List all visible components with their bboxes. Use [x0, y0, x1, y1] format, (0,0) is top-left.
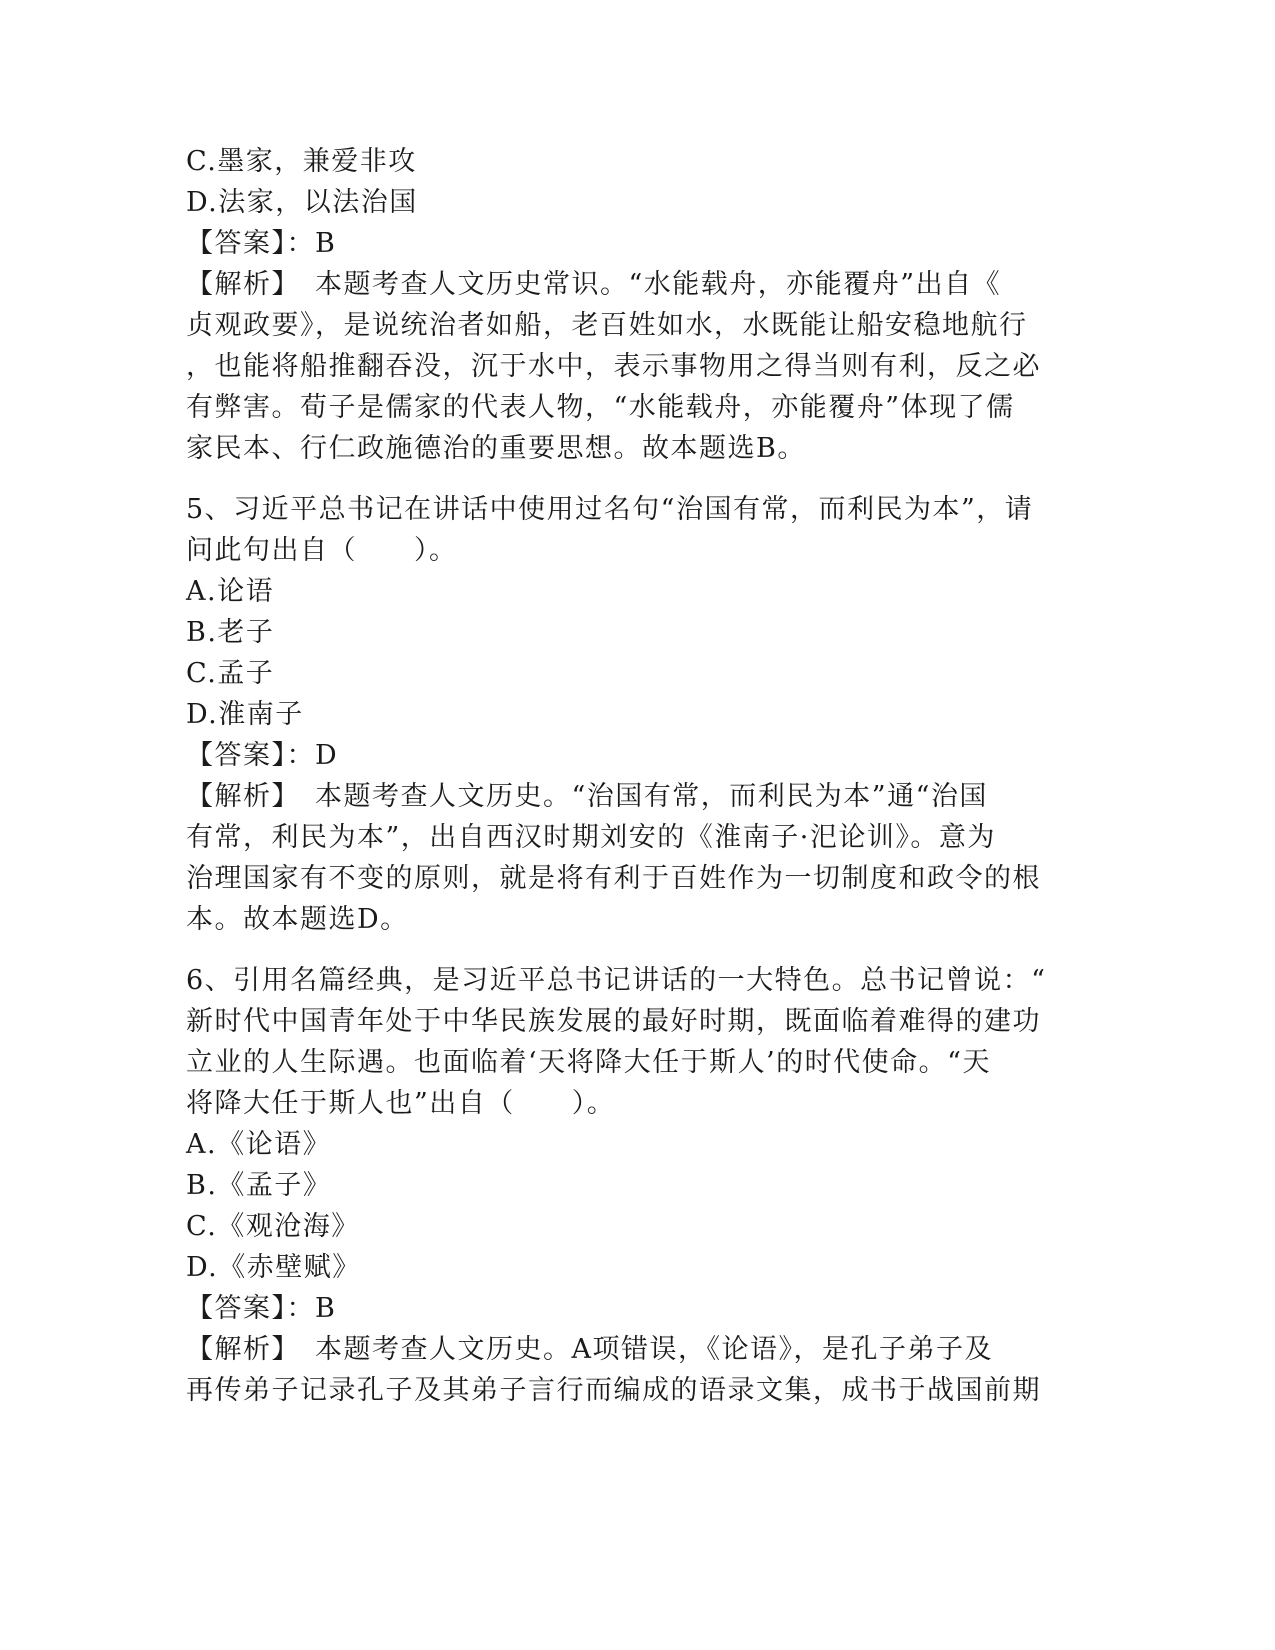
q5-question-line: 5、习近平总书记在讲话中使用过名句“治国有常，而利民为本”，请 — [186, 494, 1034, 525]
q6-option-a: A.《论语》 — [186, 1129, 332, 1160]
q6-analysis-line: 再传弟子记录孔子及其弟子言行而编成的语录文集，成书于战国前期 — [186, 1375, 1041, 1406]
q5-analysis-line: 【解析】 本题考查人文历史。“治国有常，而利民为本”通“治国 — [186, 781, 988, 812]
q5-analysis-line: 本。故本题选D。 — [186, 904, 409, 935]
q6-question-line: 新时代中国青年处于中华民族发展的最好时期，既面临着难得的建功 — [186, 1006, 1041, 1037]
q5-analysis-line: 有常，利民为本”，出自西汉时期刘安的《淮南子·汜论训》。意为 — [186, 822, 996, 853]
q4-option-d: D.法家，以法治国 — [186, 187, 418, 218]
q5-answer: 【答案】：D — [186, 740, 339, 771]
q4-analysis-line: 【解析】 本题考查人文历史常识。“水能载舟，亦能覆舟”出自《 — [186, 269, 1002, 300]
q5-option-d: D.淮南子 — [186, 699, 304, 730]
q5-analysis-line: 治理国家有不变的原则，就是将有利于百姓作为一切制度和政令的根 — [186, 863, 1041, 894]
q6-answer: 【答案】：B — [186, 1293, 337, 1324]
q4-analysis-line: 家民本、行仁政施德治的重要思想。故本题选B。 — [186, 433, 806, 464]
q6-question-line: 将降大任于斯人也”出自（ ）。 — [186, 1088, 616, 1119]
q4-analysis-line: 有弊害。荀子是儒家的代表人物，“水能载舟，亦能覆舟”体现了儒 — [186, 392, 1015, 423]
q6-question-line: 6、引用名篇经典，是习近平总书记讲话的一大特色。总书记曾说：“ — [186, 965, 1047, 996]
q5-option-b: B.老子 — [186, 617, 275, 648]
q6-option-c: C.《观沧海》 — [186, 1211, 360, 1242]
q4-answer: 【答案】：B — [186, 228, 337, 259]
q6-question-line: 立业的人生际遇。也面临着‘天将降大任于斯人’的时代使命。“天 — [186, 1047, 991, 1078]
q6-option-b: B.《孟子》 — [186, 1170, 332, 1201]
q4-analysis-line: ，也能将船推翻吞没，沉于水中，表示事物用之得当则有利，反之必 — [186, 351, 1041, 382]
q5-question-line: 问此句出自（ ）。 — [186, 535, 458, 566]
q6-option-d: D.《赤壁赋》 — [186, 1252, 361, 1283]
q6-analysis-line: 【解析】 本题考查人文历史。A项错误，《论语》，是孔子弟子及 — [186, 1334, 993, 1365]
q5-option-a: A.论语 — [186, 576, 275, 607]
q4-option-c: C.墨家，兼爱非攻 — [186, 146, 417, 177]
q4-analysis-line: 贞观政要》，是说统治者如船，老百姓如水，水既能让船安稳地航行 — [186, 310, 1028, 341]
q5-option-c: C.孟子 — [186, 658, 275, 689]
